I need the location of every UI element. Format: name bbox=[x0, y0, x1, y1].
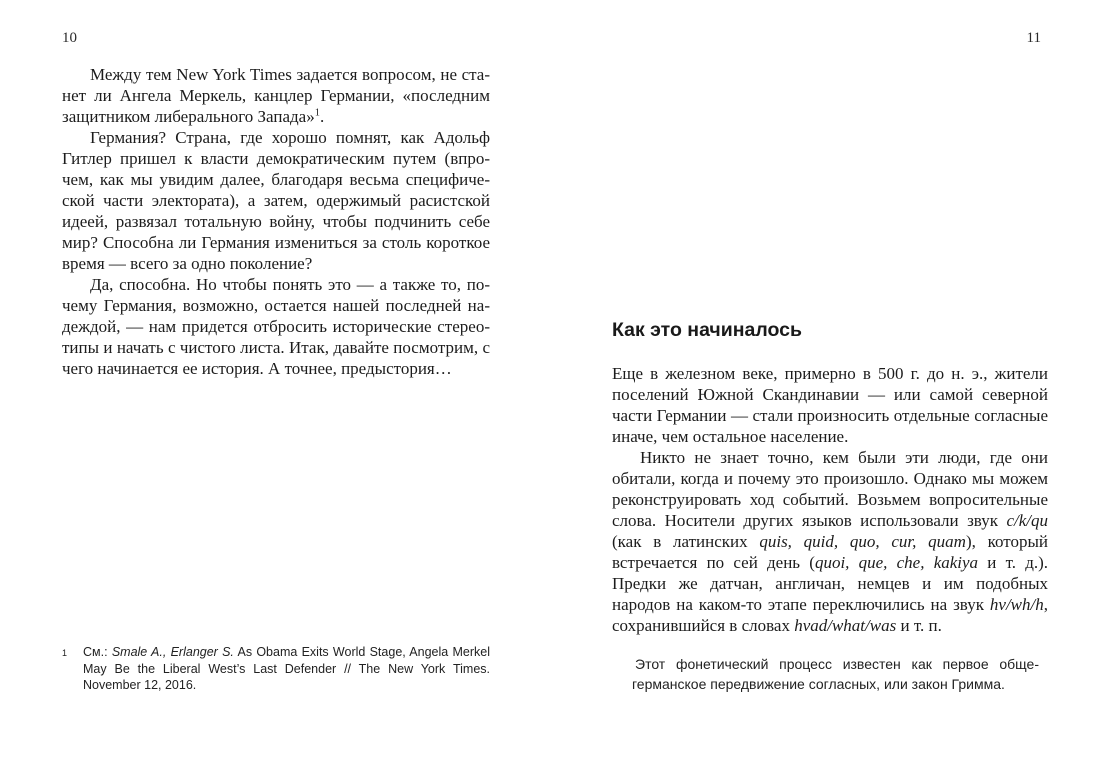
left-page-body bbox=[62, 64, 490, 379]
section-heading: Как это начиналось bbox=[612, 319, 802, 341]
footnote bbox=[62, 644, 490, 694]
paragraph: Никто не знает точно, кем были эти люди, где они обитали, когда и почему это произошло. Однако мы можем реконструировать ход событий. Возьмем вопросительные слова. Носители других языков использовали звук c/k/qu (как в латинских quis, quid, quo, cur, quam), который встречается по сей день (quoi, que, che, kakiya и т. д.). Предки же датчан, англичан, немцев и им подобных народов на каком-то этапе переключились на звук hv/wh/h, сохранившийся в словах hvad/what/was и т. п. bbox=[612, 448, 1049, 635]
right-page-body bbox=[612, 363, 1048, 636]
paragraph: Между тем New York Times задается вопросом, не станет ли Ангела Меркель, канцлер Германии, «последним защитником либерального Запада»$^1$. bbox=[62, 65, 490, 126]
paragraph: Еще в железном веке, примерно в 500 г. до н. э., жители поселений Южной Скандинавии — или самой северной части Германии — стали произносить отдельные согласные иначе, чем остальное население. bbox=[612, 364, 1048, 446]
page-number-left: 10 bbox=[62, 30, 77, 46]
footnote-marker: 1 bbox=[62, 648, 68, 658]
note-paragraph: Этот фонетический процесс известен как первое общегерманское передвижение согласных, или закон Гримма. bbox=[632, 656, 1039, 692]
paragraph: Да, способна. Но чтобы понять это — а также то, почему Германия, возможно, остается нашей последней надеждой, — нам придется отбросить исторические стереотипы и начать с чистого листа. Итак, давайте посмотрим, с чего начинается ее история. А точнее, предыстория… bbox=[62, 275, 490, 378]
footnote-text: См.: Smale A., Erlanger S. As Obama Exits World Stage, Angela Merkel May Be the Liberal West’s Last Defender // The New York Times. November 12, 2016. bbox=[83, 645, 490, 692]
paragraph: Германия? Страна, где хорошо помнят, как Адольф Гитлер пришел к власти демократическим путем (впрочем, как мы увидим далее, благодаря весьма специфической части электората), а затем, одержимый расистской идеей, развязал тотальную войну, чтобы подчинить себе мир? Способна ли Германия измениться за столь короткое время — всего за одно поколение? bbox=[62, 128, 490, 273]
page-number-right: 11 bbox=[1026, 30, 1041, 46]
